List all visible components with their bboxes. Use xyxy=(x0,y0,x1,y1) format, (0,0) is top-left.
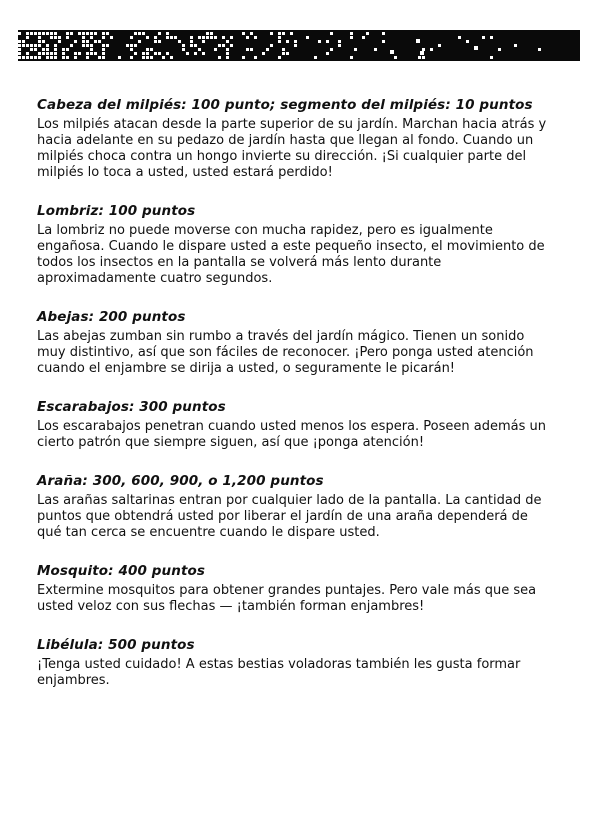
entry-escarabajos xyxy=(37,398,567,451)
banner-pixel xyxy=(154,52,157,55)
banner-pixel xyxy=(54,36,57,39)
banner-pixel xyxy=(130,44,133,47)
banner-pixel xyxy=(182,48,185,51)
banner-pixel xyxy=(90,44,93,47)
banner-pixel xyxy=(338,44,341,47)
entry-libelula xyxy=(37,636,567,689)
entry-body: ¡Tenga usted cuidado! A estas bestias voladoras también les gusta formar enjambres. xyxy=(37,657,521,688)
banner-pixel xyxy=(366,32,369,35)
entry-title: Mosquito: 400 puntos xyxy=(37,563,206,579)
banner-pixel xyxy=(278,56,281,59)
banner-pixel xyxy=(90,36,93,39)
banner-pixel xyxy=(306,36,309,39)
banner-pixel xyxy=(230,36,233,39)
banner-pixel xyxy=(202,52,205,55)
banner-pixel xyxy=(22,40,25,43)
banner-pixel xyxy=(98,56,101,59)
banner-pixel xyxy=(186,52,189,55)
banner-pixel xyxy=(374,48,377,51)
banner-pixel xyxy=(174,36,177,39)
banner-pixel xyxy=(282,32,285,35)
banner-pixel xyxy=(26,36,29,39)
banner-pixel xyxy=(66,36,69,39)
banner-pixel xyxy=(30,32,33,35)
banner-pixel xyxy=(142,32,145,35)
banner-pixel xyxy=(82,40,85,43)
banner-pixel xyxy=(146,48,149,51)
banner-pixel xyxy=(54,52,57,55)
entry-title: Abejas: 200 puntos xyxy=(37,309,186,325)
banner-pixel xyxy=(130,56,133,59)
banner-pixel xyxy=(102,44,105,47)
entry-title: Lombriz: 100 puntos xyxy=(37,203,196,219)
banner-pixel xyxy=(70,32,73,35)
banner-pixel xyxy=(102,32,105,35)
banner-pixel xyxy=(242,56,245,59)
banner-pixel xyxy=(38,40,41,43)
banner-pixel xyxy=(390,50,394,54)
banner-pixel xyxy=(62,52,65,55)
banner-pixel xyxy=(166,32,169,35)
banner-pixel xyxy=(190,44,193,47)
banner-pixel xyxy=(146,36,149,39)
banner-pixel xyxy=(130,48,133,51)
banner-pixel xyxy=(286,52,289,55)
banner-pixel xyxy=(250,32,253,35)
banner-pixel xyxy=(382,40,385,43)
banner-pixel xyxy=(326,40,329,43)
entry-mosquito xyxy=(37,562,567,615)
banner-pixel xyxy=(18,40,21,43)
entry-body: La lombriz no puede moverse con mucha rapidez, pero es igualmente engañosa. Cuando le dispare usted a este pequeño insecto, el movimiento de todos los insectos en la pantalla se volverá más lento durante aproximadamente cuatro segundos. xyxy=(37,223,545,286)
banner-pixel xyxy=(326,52,329,55)
banner-pixel xyxy=(82,44,85,47)
banner-pixel xyxy=(482,36,485,39)
banner-pixel xyxy=(90,48,93,51)
banner-pixel xyxy=(26,44,29,47)
banner-pixel xyxy=(278,40,281,43)
banner-pixel xyxy=(142,56,145,59)
banner-pixel xyxy=(94,32,97,35)
banner-pixel xyxy=(246,36,249,39)
banner-pixel xyxy=(58,40,61,43)
banner-pixel xyxy=(250,48,253,51)
banner-pixel xyxy=(70,44,73,47)
banner-pixel xyxy=(182,44,185,47)
banner-pixel xyxy=(230,44,233,47)
banner-pixel xyxy=(82,36,85,39)
banner-pixel xyxy=(66,56,69,59)
banner-pixel xyxy=(42,32,45,35)
banner-pixel xyxy=(330,48,333,51)
banner-pixel xyxy=(338,40,341,43)
banner-pixel xyxy=(46,44,49,47)
banner-pixel xyxy=(106,32,109,35)
banner-pixel xyxy=(170,36,173,39)
banner-pixel xyxy=(98,40,101,43)
banner-pixel xyxy=(18,48,21,51)
banner-pixel xyxy=(282,48,285,51)
banner-pixel xyxy=(270,44,273,47)
banner-pixel xyxy=(102,48,105,51)
banner-pixel xyxy=(34,44,37,47)
banner-pixel xyxy=(202,40,205,43)
banner-pixel xyxy=(214,36,217,39)
banner-pixel xyxy=(218,56,221,59)
banner-pixel xyxy=(226,48,229,51)
banner-pixel xyxy=(134,32,137,35)
banner-pixel xyxy=(154,40,157,43)
banner-pixel xyxy=(46,32,49,35)
banner-pixel xyxy=(242,32,245,35)
banner-pixel xyxy=(350,36,353,39)
banner-pixel xyxy=(218,44,221,47)
banner-pixel xyxy=(130,36,133,39)
banner-pixel xyxy=(38,44,41,47)
banner-pixel xyxy=(82,32,85,35)
banner-pixel xyxy=(422,48,425,51)
banner-pixel xyxy=(290,32,293,35)
banner-pixel xyxy=(38,36,41,39)
banner-pixel xyxy=(246,48,249,51)
banner-pixel xyxy=(90,32,93,35)
entry-arana xyxy=(37,472,567,541)
banner-pixel xyxy=(178,40,181,43)
banner-pixel xyxy=(146,52,149,55)
banner-pixel xyxy=(66,32,69,35)
banner-pixel xyxy=(86,40,89,43)
entry-milpies xyxy=(37,96,567,181)
banner-pixel xyxy=(254,36,257,39)
banner-pixel xyxy=(270,32,273,35)
banner-pixel xyxy=(126,44,129,47)
entry-body: Las arañas saltarinas entran por cualquier lado de la pantalla. La cantidad de puntos que obtendrá usted por liberar el jardín de una araña dependerá de qué tan cerca se encuentre cuando le dispare usted. xyxy=(37,493,542,540)
banner-pixel xyxy=(294,40,297,43)
banner-pixel xyxy=(226,40,229,43)
banner-pixel xyxy=(38,56,41,59)
banner-pixel xyxy=(78,52,81,55)
banner-pixel xyxy=(318,40,321,43)
banner-pixel xyxy=(34,56,37,59)
banner-pixel xyxy=(78,32,81,35)
banner-pixel xyxy=(102,36,105,39)
banner-pixel xyxy=(18,44,21,47)
banner-pixel xyxy=(22,56,25,59)
banner-pixel xyxy=(278,36,281,39)
banner-pixel xyxy=(194,44,197,47)
banner-pixel xyxy=(420,51,424,55)
banner-pixel xyxy=(226,56,229,59)
banner-pixel xyxy=(86,52,89,55)
banner-pixel xyxy=(498,48,501,51)
banner-pixel xyxy=(162,56,165,59)
entry-body: Las abejas zumban sin rumbo a través del jardín mágico. Tienen un sonido muy distintivo, así que son fáciles de reconocer. ¡Pero ponga usted atención cuando el enjambre se dirija a usted, o seguramente le picarán! xyxy=(37,329,534,376)
entry-body: Extermine mosquitos para obtener grandes puntajes. Pero vale más que sea usted veloz con sus flechas — ¡también forman enjambres! xyxy=(37,583,537,614)
banner-pixel xyxy=(474,46,478,50)
banner-pixel xyxy=(206,36,209,39)
banner-pixel xyxy=(38,52,41,55)
banner-pixel xyxy=(106,44,109,47)
banner-pixel xyxy=(110,36,113,39)
banner-pixel xyxy=(330,32,333,35)
banner-pixel xyxy=(314,56,317,59)
banner-pixel xyxy=(38,32,41,35)
banner-pixel xyxy=(416,39,420,43)
banner-pixel xyxy=(210,36,213,39)
banner-pixel xyxy=(34,48,37,51)
banner-pixel xyxy=(190,40,193,43)
banner-pixel xyxy=(50,52,53,55)
banner-pixel xyxy=(142,52,145,55)
banner-pixel xyxy=(26,56,29,59)
banner-pixel xyxy=(18,32,21,35)
banner-pixel xyxy=(158,40,161,43)
banner-pixel xyxy=(42,48,45,51)
entry-lombriz xyxy=(37,202,567,287)
entry-abejas xyxy=(37,308,567,377)
banner-pixel xyxy=(350,56,353,59)
banner-pixel xyxy=(146,56,149,59)
banner-pixel xyxy=(86,32,89,35)
banner-pixel xyxy=(286,40,289,43)
banner-pixel xyxy=(350,32,353,35)
banner-pixel xyxy=(50,32,53,35)
banner-pixel xyxy=(170,56,173,59)
entry-title: Araña: 300, 600, 900, o 1,200 puntos xyxy=(37,473,324,489)
banner-pixel xyxy=(54,56,57,59)
banner-pixel xyxy=(58,36,61,39)
banner-pixel xyxy=(514,44,517,47)
banner-pixel xyxy=(466,40,469,43)
banner-pixel xyxy=(30,44,33,47)
banner-pixel xyxy=(222,36,225,39)
entry-title: Cabeza del milpiés: 100 punto; segmento del milpiés: 10 puntos xyxy=(37,97,533,113)
banner-pixel xyxy=(150,48,153,51)
entry-body: Los milpiés atacan desde la parte superior de su jardín. Marchan hacia atrás y hacia adelante en su pedazo de jardín hasta que llegan al fondo. Cuando un milpiés choca contra un hongo invierte su dirección. ¡Si cualquier parte del milpiés lo toca a usted, usted estará perdido! xyxy=(37,117,547,180)
banner-pixel xyxy=(74,52,77,55)
banner-pixel xyxy=(158,32,161,35)
banner-pixel xyxy=(422,56,425,59)
banner-pixel xyxy=(62,48,65,51)
banner-pixel xyxy=(206,32,209,35)
banner-pixel xyxy=(74,56,77,59)
banner-pixel xyxy=(210,32,213,35)
banner-pixel xyxy=(158,52,161,55)
banner-pixel xyxy=(18,52,21,55)
entry-title: Libélula: 500 puntos xyxy=(37,637,195,653)
banner-pixel xyxy=(438,44,441,47)
banner-pixel xyxy=(54,48,57,51)
banner-pixel xyxy=(54,32,57,35)
banner-pixel xyxy=(54,44,57,47)
banner-pixel xyxy=(382,32,385,35)
pixel-banner-graphic xyxy=(18,30,580,61)
banner-pixel xyxy=(66,48,69,51)
entry-body: Los escarabajos penetran cuando usted menos los espera. Poseen además un cierto patrón que siempre siguen, así que ¡ponga atención! xyxy=(37,419,546,450)
banner-pixel xyxy=(90,52,93,55)
banner-pixel xyxy=(538,48,541,51)
banner-pixel xyxy=(254,56,257,59)
banner-pixel xyxy=(46,48,49,51)
banner-pixel xyxy=(166,36,169,39)
banner-pixel xyxy=(430,48,433,51)
banner-pixel xyxy=(202,36,205,39)
banner-pixel xyxy=(394,56,397,59)
banner-pixel xyxy=(150,56,153,59)
banner-pixel xyxy=(86,44,89,47)
banner-pixel xyxy=(418,56,421,59)
banner-pixel xyxy=(214,48,217,51)
banner-pixel xyxy=(42,52,45,55)
banner-pixel xyxy=(198,36,201,39)
banner-pixel xyxy=(46,52,49,55)
banner-pixel xyxy=(102,56,105,59)
banner-pixel xyxy=(22,44,25,47)
banner-pixel xyxy=(282,52,285,55)
banner-pixel xyxy=(226,52,229,55)
banner-pixel xyxy=(86,56,89,59)
banner-pixel xyxy=(194,52,197,55)
banner-pixel xyxy=(198,48,201,51)
banner-pixel xyxy=(118,56,121,59)
banner-pixel xyxy=(94,40,97,43)
banner-pixel xyxy=(138,32,141,35)
banner-pixel xyxy=(362,36,365,39)
banner-pixel xyxy=(138,40,141,43)
document-content xyxy=(37,96,567,710)
banner-pixel xyxy=(62,56,65,59)
entry-title: Escarabajos: 300 puntos xyxy=(37,399,226,415)
banner-pixel xyxy=(262,52,265,55)
banner-pixel xyxy=(34,32,37,35)
banner-pixel xyxy=(134,52,137,55)
banner-pixel xyxy=(490,56,493,59)
banner-pixel xyxy=(190,36,193,39)
banner-pixel xyxy=(166,52,169,55)
banner-pixel xyxy=(134,44,137,47)
banner-pixel xyxy=(294,44,297,47)
banner-pixel xyxy=(154,36,157,39)
banner-pixel xyxy=(222,44,225,47)
banner-pixel xyxy=(354,48,357,51)
banner-pixel xyxy=(490,36,493,39)
banner-pixel xyxy=(46,56,49,59)
banner-pixel xyxy=(30,48,33,51)
banner-pixel xyxy=(26,52,29,55)
banner-pixel xyxy=(94,52,97,55)
banner-pixel xyxy=(50,36,53,39)
banner-pixel xyxy=(266,48,269,51)
banner-pixel xyxy=(42,40,45,43)
banner-pixel xyxy=(102,52,105,55)
banner-pixel xyxy=(26,32,29,35)
banner-pixel xyxy=(50,56,53,59)
banner-pixel xyxy=(18,56,21,59)
banner-pixel xyxy=(278,32,281,35)
banner-pixel xyxy=(74,40,77,43)
banner-pixel xyxy=(30,56,33,59)
banner-pixel xyxy=(458,36,461,39)
